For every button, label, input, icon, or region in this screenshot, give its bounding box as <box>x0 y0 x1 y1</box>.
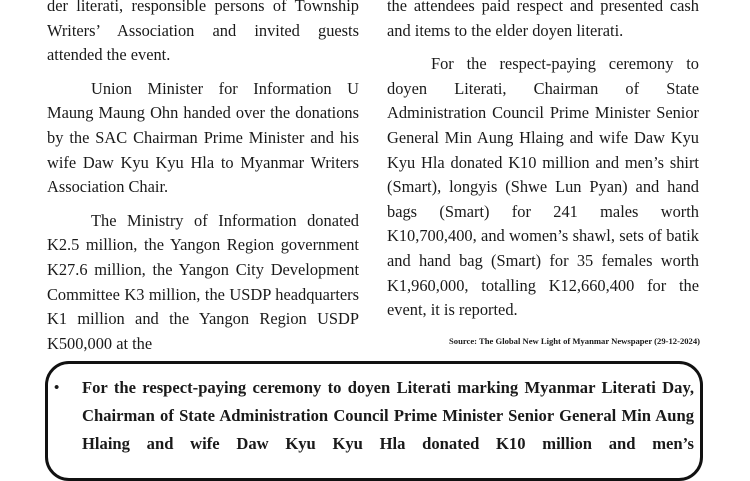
right-paragraph-2: For the respect-paying ceremony to doyen Literati, Chairman of State Administration Council Prime Minister Senior General Min Aung Hlaing and wife Daw Kyu Kyu Hla donated K10 million and men’s shirt (Smart), longyis (Shwe Lun Pyan) and hand bags (Smart) for 241 males worth K10,700,400, and women’s shawl, sets of batik and hand bag (Smart) for 35 females worth K1,960,000, totalling K12,660,400 for the event, it is reported. <box>387 54 699 320</box>
left-paragraph-2: Union Minister for Information U Maung Maung Ohn handed over the donations by the SAC Chairman Prime Minister and his wife Daw Kyu Kyu Hla to Myanmar Writers Association Chair. <box>47 78 359 197</box>
left-paragraph-1: der literati, responsible persons of Township Writers’ Association and invited guests attended the event. <box>47 0 359 65</box>
right-paragraph-1: the attendees paid respect and presented cash and items to the elder doyen literati. <box>387 0 699 40</box>
left-paragraph-3: The Ministry of Information donated K2.5 million, the Yangon Region government K27.6 million, the Yangon City Development Committee K3 million, the USDP headquarters K1 million and the Yangon Region USDP K500,000 at the <box>47 210 359 353</box>
article-left-column <box>47 0 359 356</box>
source-citation: Source: The Global New Light of Myanmar Newspaper (29-12-2024) <box>449 336 700 346</box>
highlight-text: For the respect-paying ceremony to doyen Literati marking Myanmar Literati Day, Chairman of State Administration Council Prime Minister Senior General Min Aung Hlaing and wife Daw Kyu Kyu Hla donated K10 million and men’s <box>82 378 694 453</box>
article-right-column <box>387 0 699 323</box>
bullet-icon: • <box>54 380 60 396</box>
